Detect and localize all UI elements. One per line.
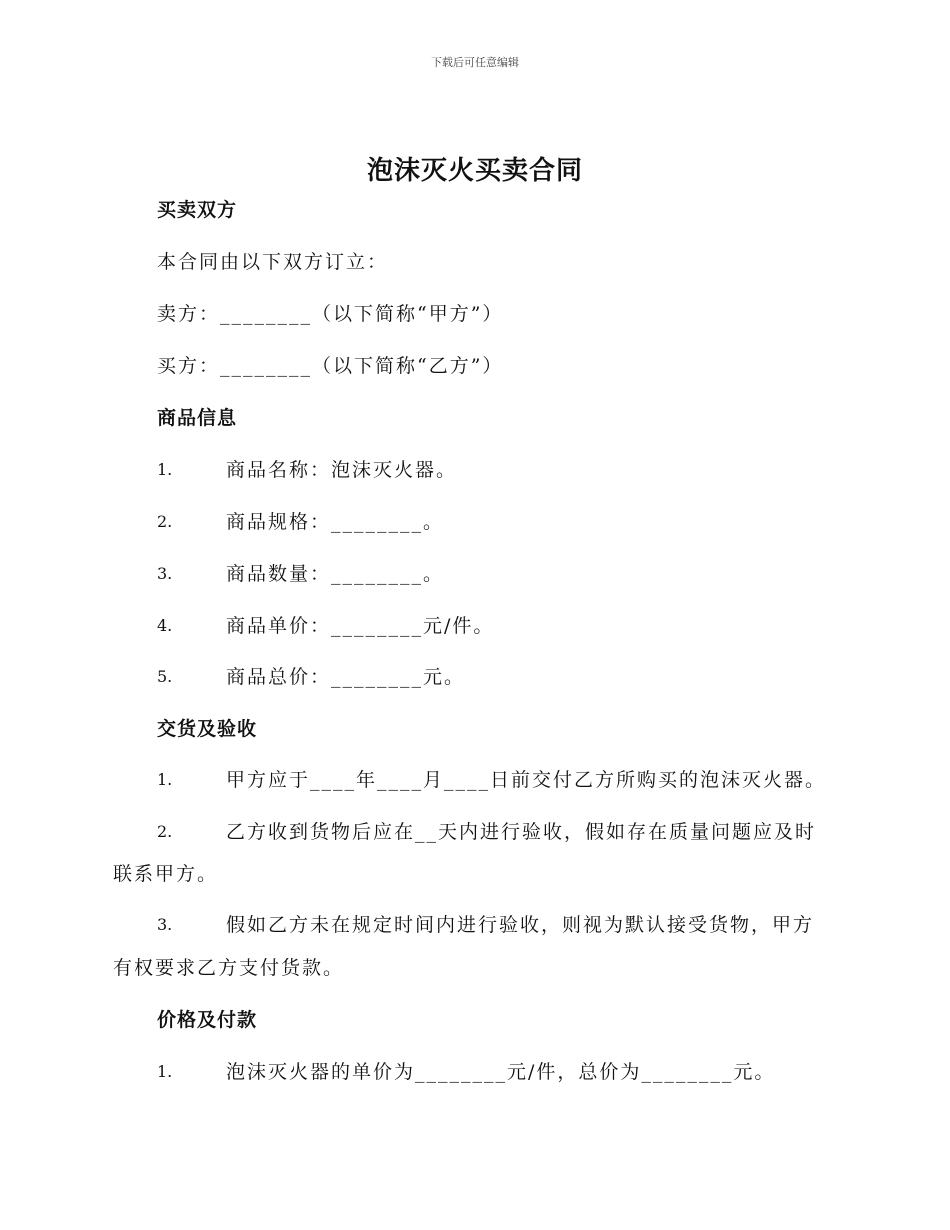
goods-item-text: 商品单价：________元/件。: [226, 615, 495, 637]
buyer-line: 买方：________（以下简称“乙方”）: [157, 355, 504, 377]
document-title: 泡沫灭火买卖合同: [366, 156, 583, 186]
delivery-item-text: 甲方应于____年____月____日前交付乙方所购买的泡沫灭火器。: [226, 769, 827, 791]
section-heading-delivery: 交货及验收: [157, 718, 258, 740]
goods-item-text: 商品数量：________。: [226, 563, 445, 585]
goods-item-number: 5.: [157, 667, 173, 686]
delivery-item-number: 2.: [157, 822, 173, 841]
section-heading-goods: 商品信息: [157, 407, 238, 429]
delivery-item-number: 1.: [157, 770, 173, 789]
goods-item-number: 3.: [157, 564, 173, 583]
delivery-item-continuation: 联系甲方。: [113, 863, 219, 885]
goods-item-text: 商品名称：泡沫灭火器。: [226, 459, 458, 481]
goods-item-number: 1.: [157, 460, 173, 479]
goods-item-text: 商品总价：________元。: [226, 666, 466, 688]
goods-item-number: 2.: [157, 512, 173, 531]
payment-item-text: 泡沫灭火器的单价为________元/件，总价为________元。: [226, 1061, 776, 1083]
goods-item-number: 4.: [157, 616, 173, 635]
delivery-item-number: 3.: [157, 915, 173, 934]
section-heading-parties: 买卖双方: [157, 199, 238, 221]
goods-item-text: 商品规格：________。: [226, 511, 445, 533]
page-header: 下载后可任意编辑: [431, 56, 519, 69]
delivery-item-text: 假如乙方未在规定时间内进行验收，则视为默认接受货物，甲方: [226, 914, 815, 936]
seller-line: 卖方：________（以下简称“甲方”）: [157, 303, 504, 325]
delivery-item-text: 乙方收到货物后应在__天内进行验收，假如存在质量问题应及时: [226, 821, 817, 843]
payment-item-number: 1.: [157, 1062, 173, 1081]
delivery-item-continuation: 有权要求乙方支付货款。: [113, 957, 345, 979]
parties-intro: 本合同由以下双方订立：: [157, 251, 389, 273]
section-heading-payment: 价格及付款: [157, 1009, 258, 1031]
